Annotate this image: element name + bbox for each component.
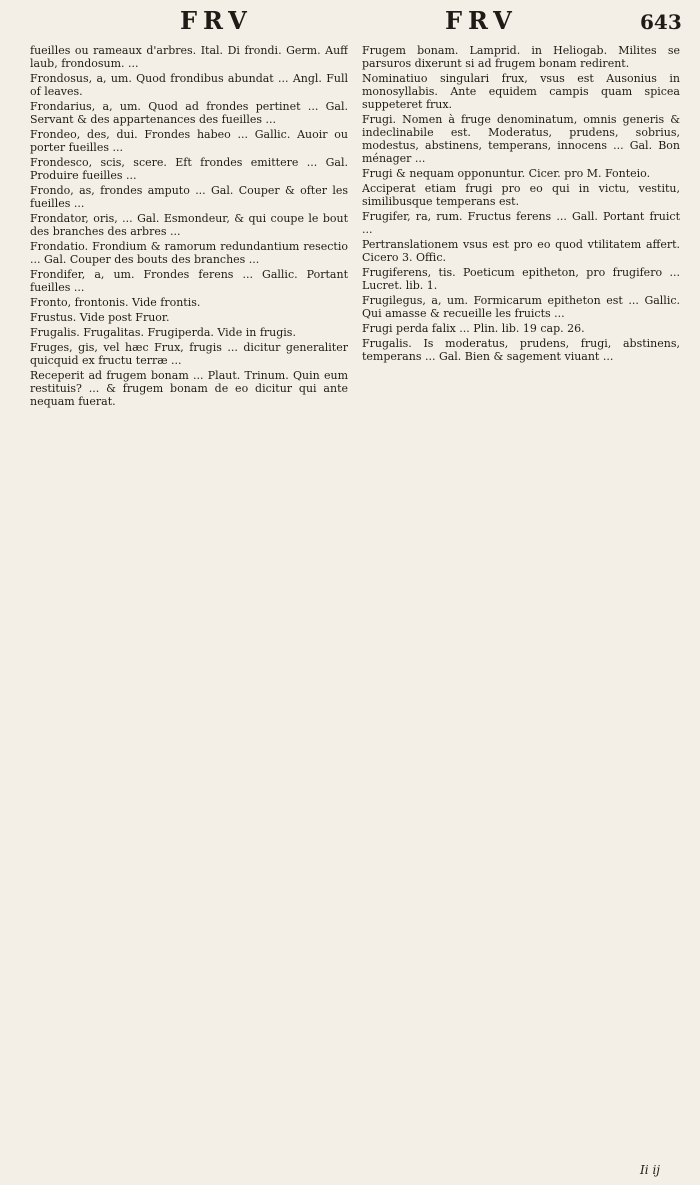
dictionary-entry: Frugem bonam. Lamprid. in Heliogab. Milites se parsuros dixerunt si ad frugem bonam redirent. xyxy=(362,44,680,70)
catchword: Ii ij xyxy=(640,1163,660,1177)
left-column xyxy=(30,44,348,1174)
dictionary-entry: Frugalis. Is moderatus, prudens, frugi, abstinens, temperans ... Gal. Bien & sagement viuant ... xyxy=(362,337,680,363)
dictionary-entry: Frugalis. Frugalitas. Frugiperda. Vide in frugis. xyxy=(30,326,296,339)
dictionary-entry: fueilles ou rameaux d'arbres. Ital. Di frondi. Germ. Auff laub, frondosum. ... xyxy=(30,44,348,70)
dictionary-entry: Frondo, as, frondes amputo ... Gal. Couper & ofter les fueilles ... xyxy=(30,184,348,210)
dictionary-entry: Frugi & nequam opponuntur. Cicer. pro M. Fonteio. xyxy=(362,167,651,180)
dictionary-entry: Frugi. Nomen à fruge denominatum, omnis generis & indeclinabile est. Moderatus, prudens, sobrius, modestus, abstinens, temperans, innocens ... Gal. Bon ménager ... xyxy=(362,113,680,165)
dictionary-entry: Frondatio. Frondium & ramorum redundantium resectio ... Gal. Couper des bouts des branches ... xyxy=(30,240,348,266)
dictionary-entry: Frondeo, des, dui. Frondes habeo ... Gallic. Auoir ou porter fueilles ... xyxy=(30,128,348,154)
page-header xyxy=(0,0,700,42)
dictionary-entry: Acciperat etiam frugi pro eo qui in victu, vestitu, similibusque temperans est. xyxy=(362,182,680,208)
dictionary-entry: Frustus. Vide post Fruor. xyxy=(30,311,170,324)
dictionary-entry: Frondosus, a, um. Quod frondibus abundat ... Angl. Full of leaves. xyxy=(30,72,348,98)
dictionary-entry: Nominatiuo singulari frux, vsus est Ausonius in monosyllabis. Ante equidem campis quam spicea suppeteret frux. xyxy=(362,72,680,111)
dictionary-entry: Frugilegus, a, um. Formicarum epitheton est ... Gallic. Qui amasse & recueille les fruicts ... xyxy=(362,294,680,320)
dictionary-entry: Pertranslationem vsus est pro eo quod vtilitatem affert. Cicero 3. Offic. xyxy=(362,238,680,264)
dictionary-entry: Frondator, oris, ... Gal. Esmondeur, & qui coupe le bout des branches des arbres ... xyxy=(30,212,348,238)
dictionary-entry: Fronto, frontonis. Vide frontis. xyxy=(30,296,201,309)
dictionary-entry: Frugi perda falix ... Plin. lib. 19 cap. 26. xyxy=(362,322,585,335)
dictionary-entry: Frondesco, scis, scere. Eft frondes emittere ... Gal. Produire fueilles ... xyxy=(30,156,348,182)
dictionary-entry: Frugiferens, tis. Poeticum epitheton, pro frugifero ... Lucret. lib. 1. xyxy=(362,266,680,292)
dictionary-entry: Frondifer, a, um. Frondes ferens ... Gallic. Portant fueilles ... xyxy=(30,268,348,294)
dictionary-entry: Receperit ad frugem bonam ... Plaut. Trinum. Quin eum restituis? ... & frugem bonam de eo dicitur qui ante nequam fuerat. xyxy=(30,369,348,408)
right-running-head: FRV xyxy=(445,6,518,35)
dictionary-entry: Frugifer, ra, rum. Fructus ferens ... Gall. Portant fruict ... xyxy=(362,210,680,236)
dictionary-entry: Fruges, gis, vel hæc Frux, frugis ... dicitur generaliter quicquid ex fructu terræ ... xyxy=(30,341,348,367)
left-running-head: FRV xyxy=(180,6,253,35)
page-number: 643 xyxy=(640,10,682,34)
dictionary-entry: Frondarius, a, um. Quod ad frondes pertinet ... Gal. Servant & des appartenances des fueilles ... xyxy=(30,100,348,126)
right-column xyxy=(362,44,680,1174)
